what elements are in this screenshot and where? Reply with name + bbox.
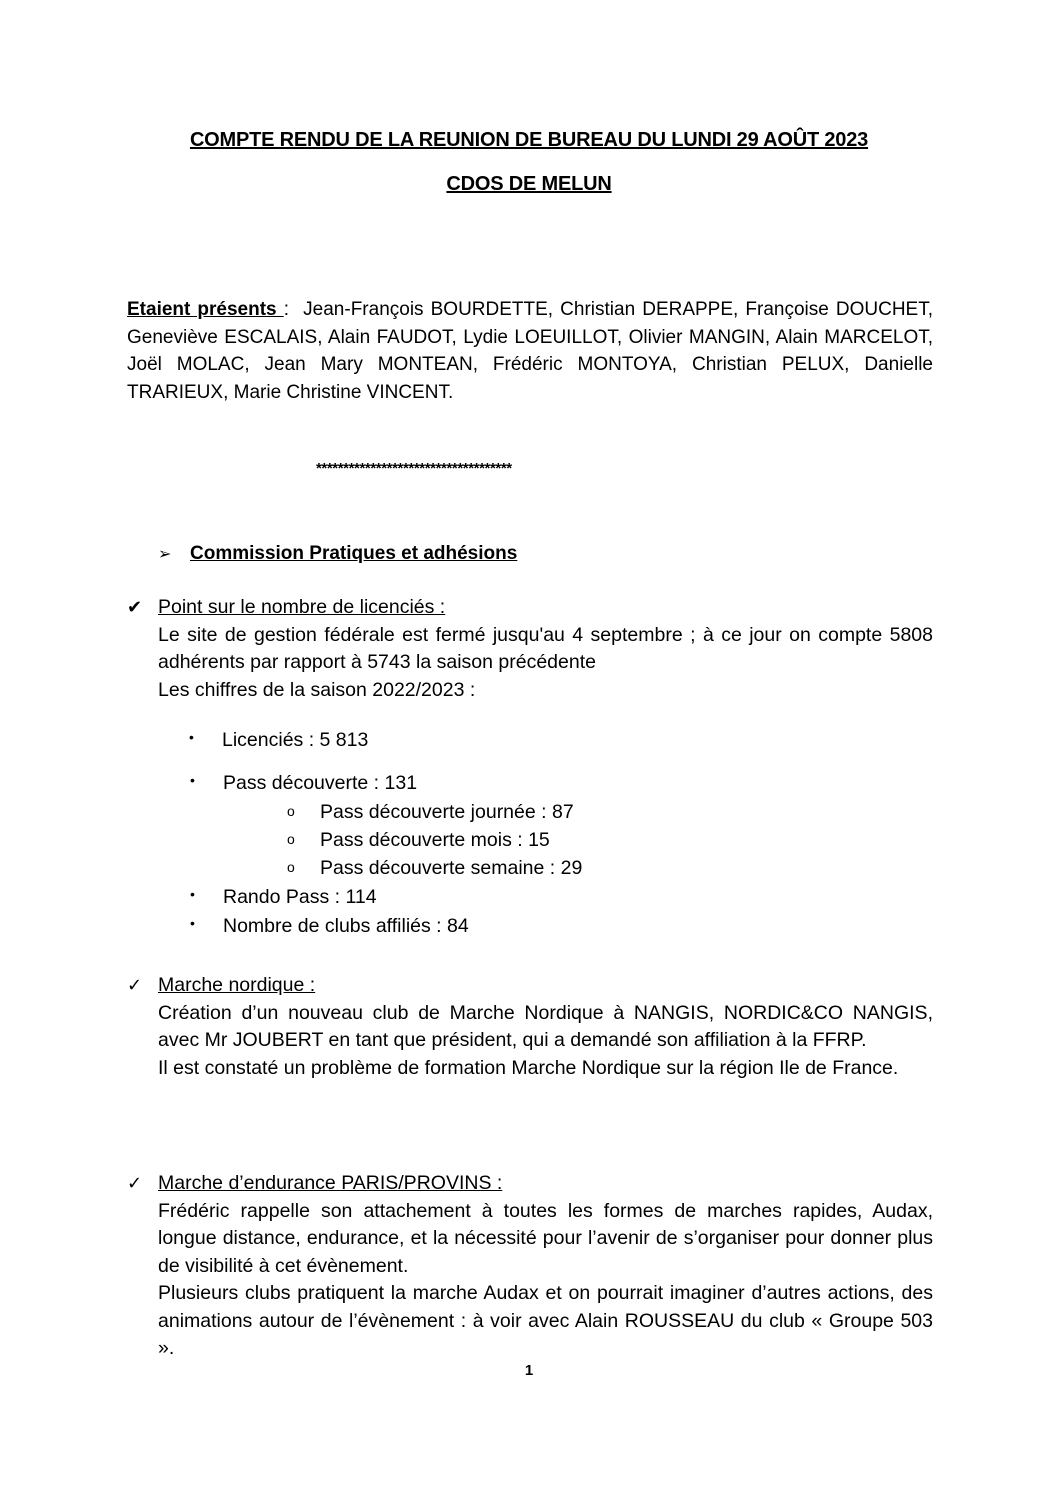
section-body — [158, 622, 933, 705]
section-licencies — [127, 594, 933, 704]
section-paragraph: Frédéric rappelle son attachement à toutes les formes de marches rapides, Audax, longue distance, endurance, et la nécessité pour l’avenir de s’organiser pour donner plus de visibilité à cet évènement. — [158, 1199, 933, 1277]
list-item-text: Licenciés : 5 813 — [222, 729, 369, 751]
commission-heading — [158, 543, 517, 565]
section-heading: Point sur le nombre de licenciés : — [158, 596, 446, 618]
attendees-paragraph — [127, 296, 933, 406]
bullet-icon: • — [189, 729, 194, 745]
list-item-text: Rando Pass : 114 — [223, 886, 377, 908]
section-paragraph: Les chiffres de la saison 2022/2023 : — [158, 678, 476, 701]
section-marche-nordique — [127, 972, 933, 1082]
page-number: 1 — [524, 1362, 534, 1379]
bullet-icon: • — [190, 886, 195, 902]
attendees-names: Jean-François BOURDETTE, Christian DERAPPE, Françoise DOUCHET, Geneviève ESCALAIS, Alain FAUDOT, Lydie LOEUILLOT, Olivier MANGIN, Alain MARCELOT, Joël MOLAC, Jean Mary MONTEAN, Frédéric MONTOYA, Christian PELUX, Danielle TRARIEUX, Marie Christine VINCENT. — [127, 299, 934, 403]
section-paragraph: Le site de gestion fédérale est fermé jusqu'au 4 septembre ; à ce jour on compte 5808 adhérents par rapport à 5743 la saison précédente — [158, 623, 933, 673]
attendees-separator: : — [283, 299, 289, 320]
checkmark-icon: ✓ — [127, 1173, 143, 1193]
list-item-text: Pass découverte mois : 15 — [320, 829, 550, 851]
arrow-bullet-icon: ➢ — [158, 546, 172, 563]
attendees-label: Etaient présents — [127, 299, 284, 320]
list-item-text: Pass découverte : 131 — [223, 772, 418, 794]
sub-bullet-icon: o — [287, 831, 295, 847]
commission-title: Commission Pratiques et adhésions — [190, 543, 518, 564]
list-item-text: Pass découverte semaine : 29 — [320, 857, 583, 879]
section-heading: Marche d’endurance PARIS/PROVINS : — [158, 1172, 503, 1194]
separator-line: ************************************ — [316, 460, 512, 477]
sub-bullet-icon: o — [287, 859, 295, 875]
section-paragraph: Création d’un nouveau club de Marche Nordique à NANGIS, NORDIC&CO NANGIS, avec Mr JOUBERT en tant que président, qui a demandé son affiliation à la FFRP. — [158, 1001, 933, 1051]
section-heading: Marche nordique : — [158, 974, 316, 996]
sub-bullet-icon: o — [287, 803, 295, 819]
document-subtitle: CDOS DE MELUN — [446, 173, 612, 195]
section-marche-endurance — [127, 1170, 933, 1363]
list-item-text: Nombre de clubs affiliés : 84 — [223, 915, 469, 937]
bullet-icon: • — [190, 772, 195, 788]
checkmark-icon: ✓ — [127, 975, 143, 995]
list-item-text: Pass découverte journée : 87 — [320, 801, 574, 823]
section-body — [158, 1000, 933, 1083]
section-body — [158, 1198, 933, 1363]
section-paragraph: Plusieurs clubs pratiquent la marche Audax et on pourrait imaginer d’autres actions, des animations autour de l’évènement : à voir avec Alain ROUSSEAU du club « Groupe 503 ». — [158, 1282, 933, 1359]
checkmark-icon: ✔ — [127, 597, 143, 617]
document-title: COMPTE RENDU DE LA REUNION DE BUREAU DU LUNDI 29 AOÛT 2023 — [189, 129, 869, 151]
section-paragraph: Il est constaté un problème de formation Marche Nordique sur la région Ile de France. — [158, 1056, 899, 1079]
bullet-icon: • — [190, 915, 195, 931]
